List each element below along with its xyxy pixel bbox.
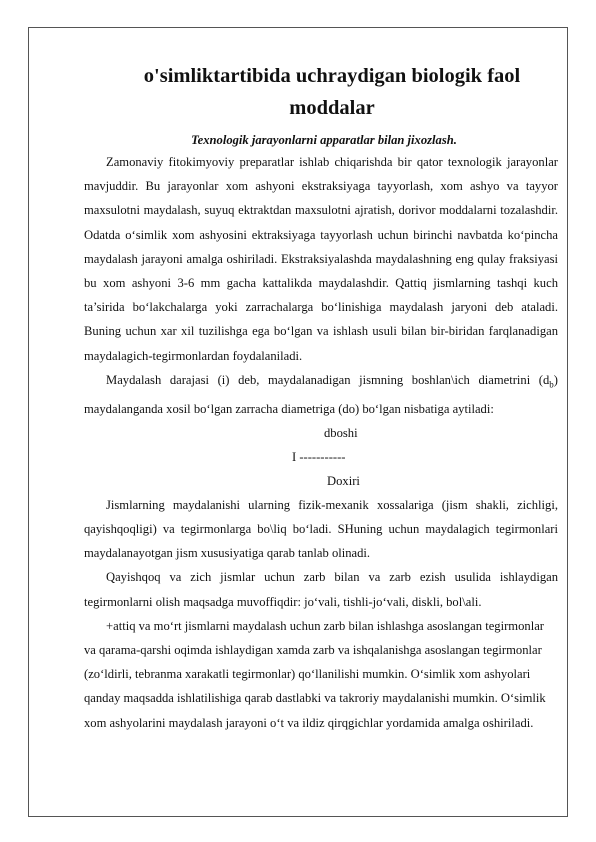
paragraph-2-subscript: b (549, 379, 554, 390)
paragraph-2-text-a: Maydalash darajasi (i) deb, maydalanadigan jismning boshlan\ich diametrini (d (106, 372, 550, 387)
formula-denominator: Doxiri (327, 473, 360, 488)
paragraph-1: Zamonaviy fitokimyoviy preparatlar ishlab chiqarishda bir qator texnologik jarayonlar mavjuddir. Bu jarayonlar xom ashyoni ekstraksiyaga tayyorlash, xom ashyo va tayyor maxsulotni maydalash, suyuq ektraktdan maxsulotni ajratish, dorivor moddalarni tozalashdir. Odatda o‘simlik xom ashyosini ektraksiyaga tayyorlash uchun birinchi navbatda ko‘pincha maydalash jarayoni amalga oshiriladi. Ekstraksiyalashda maydalashning eng qulay fraksiyasi bu xom ashyoni 3-6 mm gacha kattalikda maydalashdir. Qattiq jismlarning tashqi kuch ta’sirida bo‘lakchalarga yoki zarrachalarga bo‘linishiga maydalash jaryoni deb ataladi. Buning uchun xar xil tuzilishga ega bo‘lgan va ishlash usuli bilan bir-biridan farqlanadigan maydalagich-tegirmonlardan foydalaniladi. (84, 155, 558, 363)
formula-fraction-line: I ----------- (292, 449, 346, 464)
document-title (84, 60, 558, 124)
title-line-1: o'simliktartibida uchraydigan biologik faol (143, 65, 521, 87)
paragraph-2-text-b: ) maydalanganda xosil bo‘lgan zarracha diametriga (do) bo‘lgan nisbatiga aytiladi: (84, 372, 558, 416)
paragraph-5: +attiq va mo‘rt jismlarni maydalash uchun zarb bilan ishlashga asoslangan tegirmonlar va qarama-qarshi oqimda ishlaydigan xamda zarb va ishqalanishga asoslangan tegirmonlar (zo‘ldirli, tebranma xarakatli tegirmonlar) qo‘llanilishi mumkin. O‘simlik xom ashyolari qanday maqsadda ishlatilishiga qarab dastlabki va takroriy maydalanishi mumkin. O‘simlik xom ashyolarini maydalash jarayoni o‘t va ildiz qirqgichlar yordamida amalga oshiriladi. (84, 618, 546, 730)
ratio-formula (84, 421, 558, 493)
title-line-2: moddalar (289, 97, 375, 119)
paragraph-3: Jismlarning maydalanishi ularning fizik-mexanik xossalariga (jism shakli, zichligi, qayishqoqligi) va tegirmonlarga bo\liq bo‘ladi. SHuning uchun maydalagich tegirmonlari maydalanayotgan jism xususiyatiga qarab tanlab olinadi. (84, 497, 558, 561)
formula-numerator: dboshi (324, 425, 358, 440)
document-page (84, 60, 558, 735)
paragraph-4: Qayishqoq va zich jismlar uchun zarb bilan va zarb ezish usulida ishlaydigan tegirmonlarni olish maqsadga muvoffiqdir: jo‘vali, tishli-jo‘vali, diskli, bol\ali. (84, 570, 558, 609)
section-subtitle: Texnologik jarayonlarni apparatlar bilan jixozlash. (191, 133, 457, 147)
paragraph-2 (84, 368, 558, 421)
